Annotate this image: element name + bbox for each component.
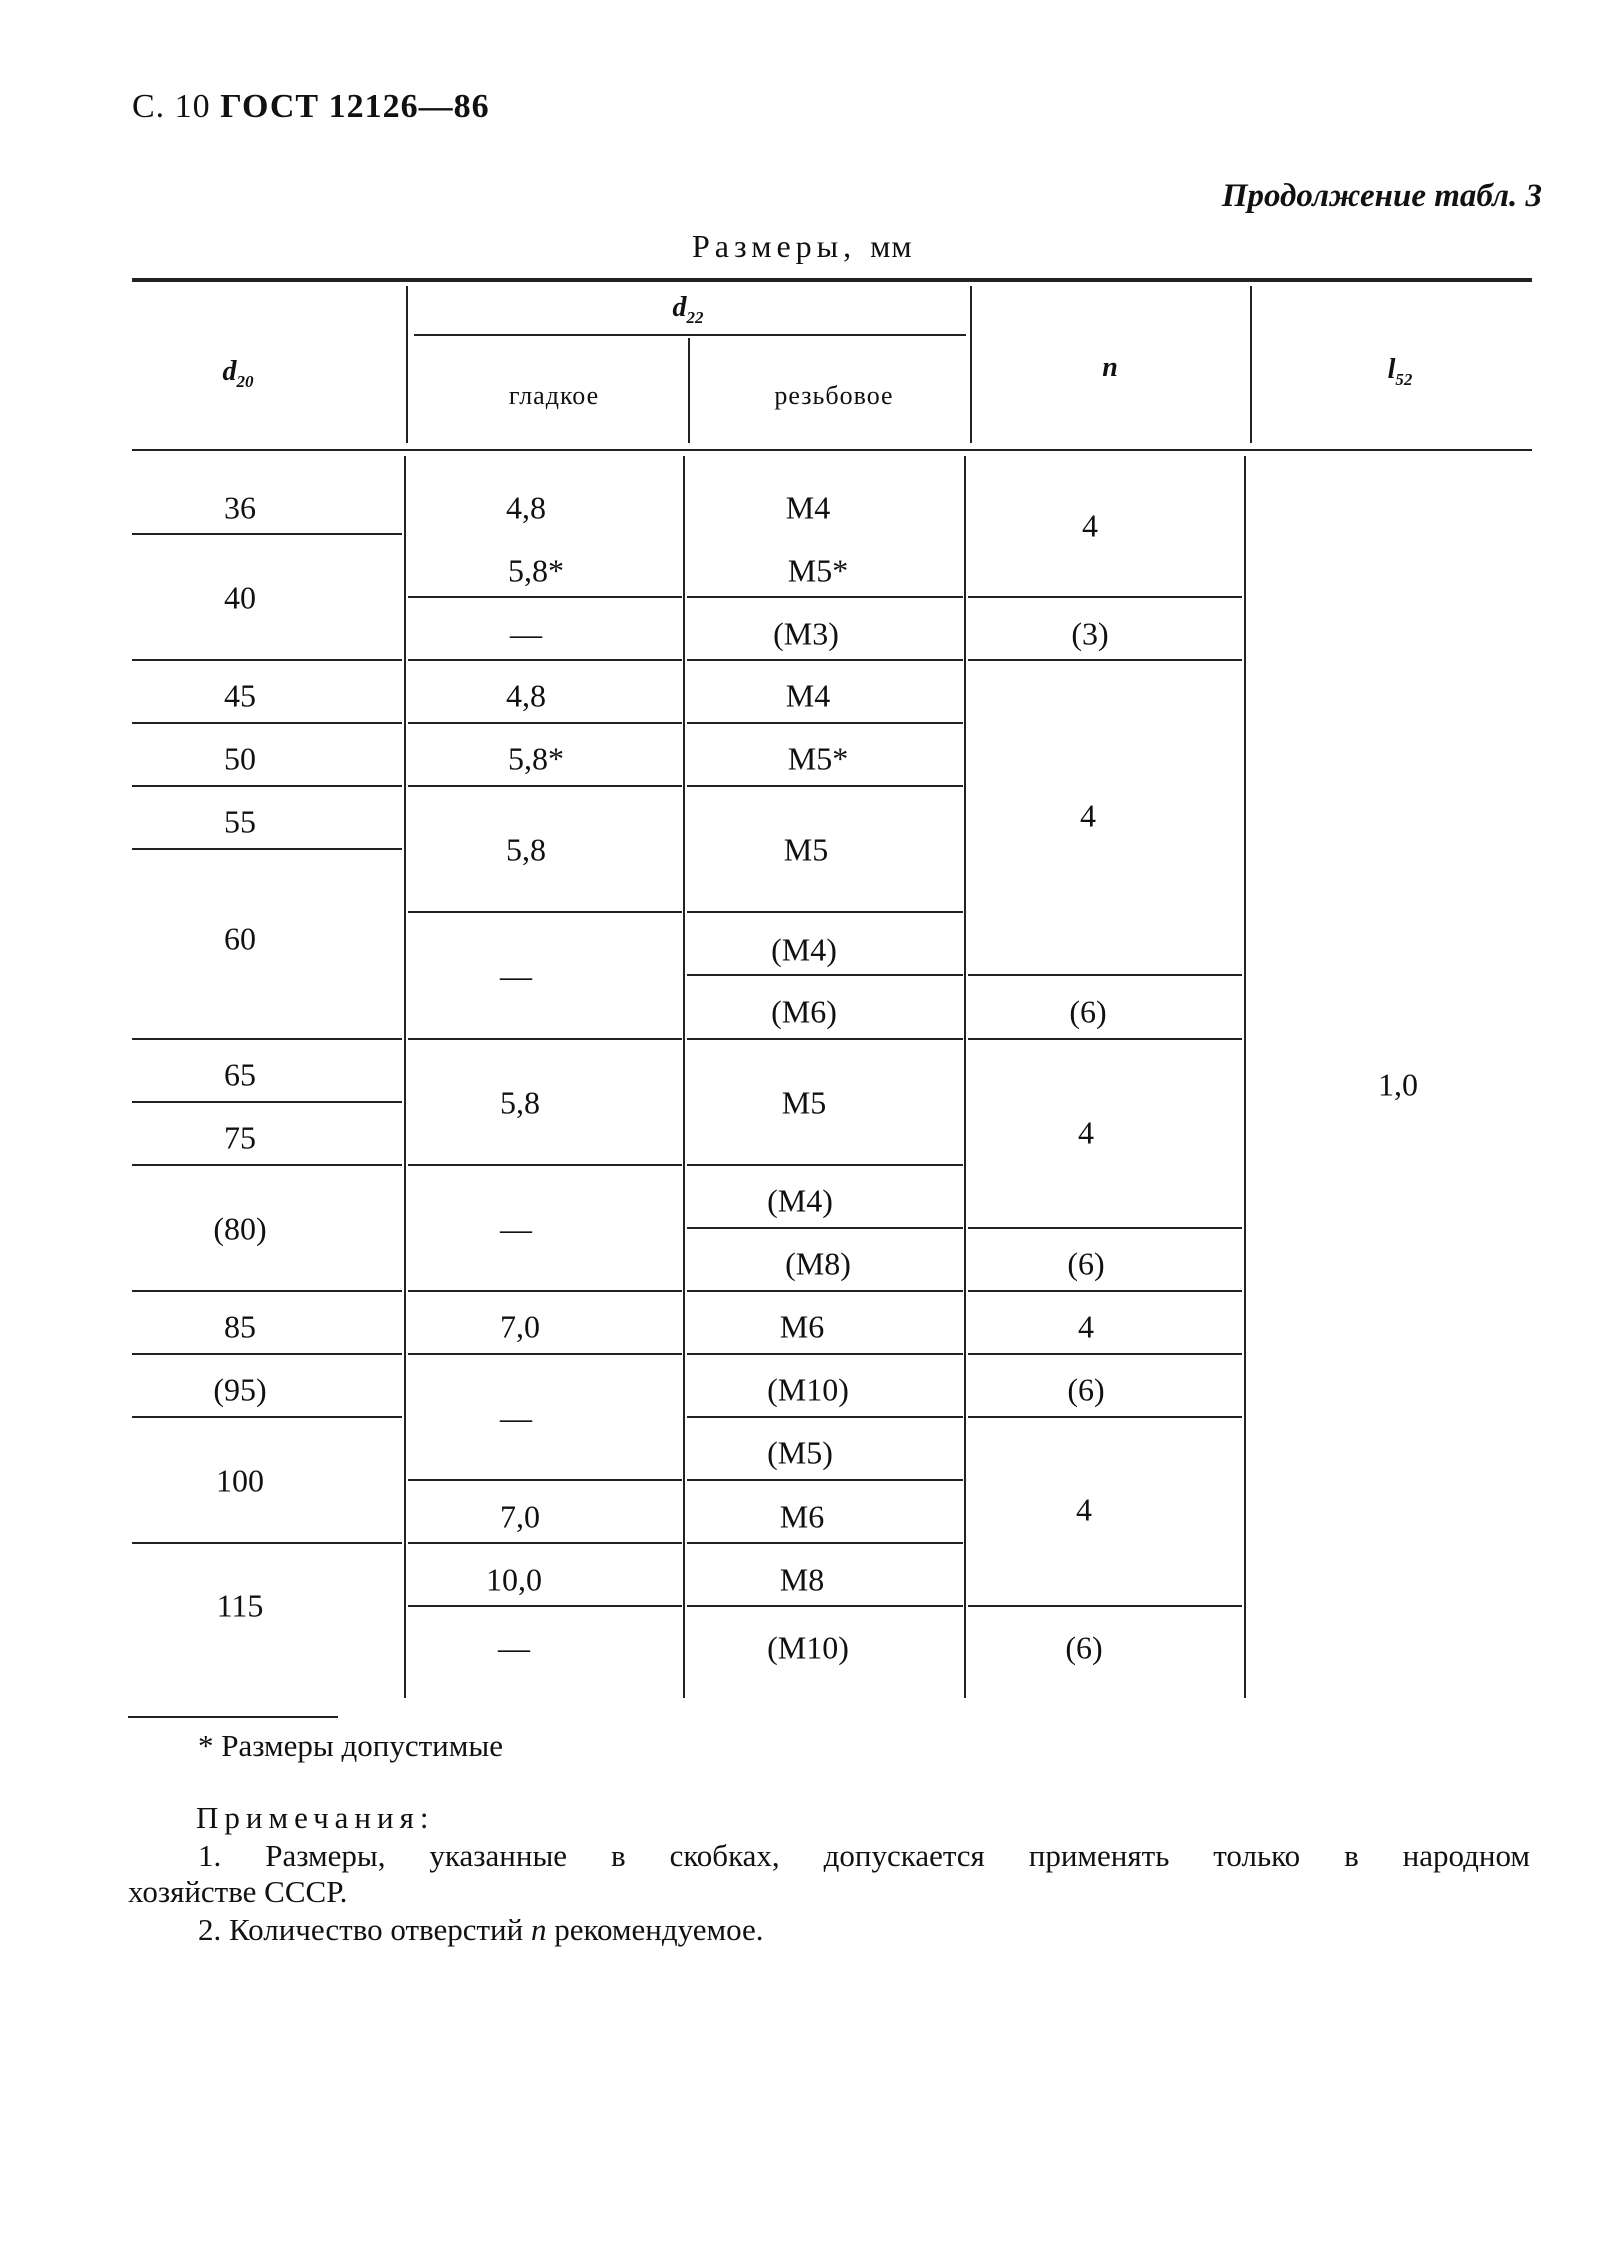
row-rule (132, 848, 402, 850)
table-cell-threaded: (M4) (771, 931, 837, 968)
table-cell-d20: 45 (224, 677, 256, 714)
note-1-line-1: 1. Размеры, указанные в скобках, допускается применять только в народном (198, 1838, 1530, 1873)
row-rule (408, 1479, 682, 1481)
table-cell-d20: 75 (224, 1119, 256, 1156)
header-divider (406, 286, 408, 443)
row-rule (687, 1416, 963, 1418)
row-rule (687, 1605, 963, 1607)
table-cell-n: (6) (1065, 1629, 1103, 1666)
note-2-suffix: рекомендуемое. (554, 1912, 764, 1947)
footnote: * Размеры допустимые (198, 1728, 503, 1763)
notes-title: Примечания: (196, 1800, 435, 1835)
table-cell-d20: 65 (224, 1056, 256, 1093)
row-rule (408, 785, 682, 787)
row-rule (408, 1353, 682, 1355)
header-subrule (414, 334, 966, 336)
row-rule (132, 1101, 402, 1103)
table-cell-smooth: 4,8 (506, 677, 546, 714)
table-cell-threaded: (M10) (767, 1371, 849, 1408)
row-rule (132, 1416, 402, 1418)
table-cell-n: (3) (1071, 615, 1109, 652)
footnote-rule (128, 1716, 338, 1718)
row-rule (687, 1290, 963, 1292)
row-rule (408, 722, 682, 724)
table-cell-d20: 40 (224, 579, 256, 616)
table-cell-threaded: (M10) (767, 1629, 849, 1666)
note-2-prefix: 2. Количество отверстий (198, 1912, 524, 1947)
table-cell-threaded: M5* (787, 552, 849, 589)
table-continuation-label: Продолжение табл. 3 (1221, 178, 1542, 214)
table-cell-smooth: 7,0 (500, 1308, 540, 1345)
table-cell-threaded: M5 (783, 831, 829, 868)
table-cell-threaded: (M4) (767, 1182, 833, 1219)
header-divider (970, 286, 972, 443)
row-rule (132, 1164, 402, 1166)
table-cell-d20: 50 (224, 740, 256, 777)
table-cell-threaded: (M5) (767, 1434, 833, 1471)
table-cell-threaded: M4 (785, 677, 831, 714)
table-cell-smooth: 5,8 (506, 831, 546, 868)
table-cell-n: 4 (1078, 1114, 1094, 1151)
header-n: n (1102, 352, 1118, 383)
table-cell-d20: (95) (213, 1371, 267, 1408)
row-rule (687, 785, 963, 787)
row-rule (687, 1038, 963, 1040)
row-rule (968, 1290, 1242, 1292)
table-cell-n: (6) (1069, 993, 1107, 1030)
row-rule (968, 1416, 1242, 1418)
table-cell-smooth: — (500, 1399, 532, 1436)
note-1-line-2: хозяйстве СССР. (128, 1874, 348, 1909)
table-cell-n: (6) (1067, 1245, 1105, 1282)
column-divider (683, 456, 685, 1698)
row-rule (968, 1227, 1242, 1229)
row-rule (687, 1542, 963, 1544)
table-cell-smooth: 4,8 (506, 489, 546, 526)
table-cell-threaded: M5 (781, 1084, 827, 1121)
page-header (132, 88, 490, 126)
header-l52: $l_{52}$ (1387, 354, 1413, 389)
table-cell-threaded: (M8) (785, 1245, 851, 1282)
units-label (692, 228, 913, 265)
row-rule (408, 1542, 682, 1544)
table-cell-threaded: M5* (787, 740, 849, 777)
page-number: С. 10 (132, 88, 211, 125)
column-divider (964, 456, 966, 1698)
table-cell-l52: 1,0 (1378, 1066, 1418, 1103)
row-rule (408, 1164, 682, 1166)
row-rule (408, 911, 682, 913)
note-2-variable: n (530, 1912, 547, 1947)
row-rule (408, 1605, 682, 1607)
row-rule (687, 1164, 963, 1166)
header-d22: $d_{22}$ (672, 292, 704, 327)
units-unit: мм (870, 228, 913, 264)
row-rule (132, 1290, 402, 1292)
table-cell-n: (6) (1067, 1371, 1105, 1408)
row-rule (687, 722, 963, 724)
row-rule (687, 1479, 963, 1481)
table-cell-smooth: — (500, 957, 532, 994)
note-2 (198, 1912, 763, 1948)
row-rule (968, 1353, 1242, 1355)
table-top-rule (132, 278, 1532, 282)
row-rule (687, 659, 963, 661)
table-cell-smooth: 10,0 (486, 1561, 542, 1598)
table-cell-threaded: M6 (779, 1498, 825, 1535)
table-cell-d20: 55 (224, 803, 256, 840)
row-rule (687, 911, 963, 913)
header-smooth: гладкое (508, 381, 600, 410)
header-divider (1250, 286, 1252, 443)
table-cell-threaded: M8 (779, 1561, 825, 1598)
table-cell-d20: (80) (213, 1210, 267, 1247)
table-cell-smooth: 7,0 (500, 1498, 540, 1535)
table-cell-threaded: M4 (785, 489, 831, 526)
units-word: Размеры, (692, 228, 857, 264)
table-cell-d20: 85 (224, 1308, 256, 1345)
column-divider (1244, 456, 1246, 1698)
table-cell-threaded: (M6) (771, 993, 837, 1030)
row-rule (132, 1542, 402, 1544)
row-rule (132, 659, 402, 661)
table-cell-n: 4 (1076, 1491, 1092, 1528)
table-cell-d20: 36 (224, 489, 256, 526)
standard-number: ГОСТ 12126—86 (220, 88, 490, 125)
row-rule (132, 722, 402, 724)
row-rule (408, 659, 682, 661)
table-cell-d20: 60 (224, 920, 256, 957)
row-rule (132, 1038, 402, 1040)
header-bottom-rule (132, 449, 1532, 451)
table-cell-smooth: — (510, 615, 542, 652)
table-cell-n: 4 (1080, 797, 1096, 834)
table-cell-smooth: 5,8 (500, 1084, 540, 1121)
table-cell-d20: 115 (216, 1587, 264, 1624)
row-rule (968, 1038, 1242, 1040)
header-threaded: резьбовое (774, 381, 894, 410)
table-cell-smooth: — (498, 1629, 530, 1666)
table-cell-smooth: 5,8* (508, 552, 564, 589)
row-rule (408, 596, 682, 598)
table-cell-smooth: 5,8* (508, 740, 564, 777)
table-cell-threaded: M6 (779, 1308, 825, 1345)
row-rule (687, 974, 963, 976)
row-rule (968, 596, 1242, 598)
row-rule (132, 785, 402, 787)
row-rule (968, 1605, 1242, 1607)
table-cell-smooth: — (500, 1210, 532, 1247)
row-rule (687, 1353, 963, 1355)
row-rule (408, 1290, 682, 1292)
row-rule (408, 1038, 682, 1040)
column-divider (404, 456, 406, 1698)
row-rule (687, 1227, 963, 1229)
row-rule (132, 533, 402, 535)
row-rule (968, 974, 1242, 976)
header-divider (688, 338, 690, 443)
table-cell-d20: 100 (216, 1462, 264, 1499)
header-d20: $d_{20}$ (222, 356, 254, 391)
row-rule (968, 659, 1242, 661)
table-cell-threaded: (M3) (773, 615, 839, 652)
table-cell-n: 4 (1082, 507, 1098, 544)
row-rule (132, 1353, 402, 1355)
row-rule (687, 596, 963, 598)
table-cell-n: 4 (1078, 1308, 1094, 1345)
